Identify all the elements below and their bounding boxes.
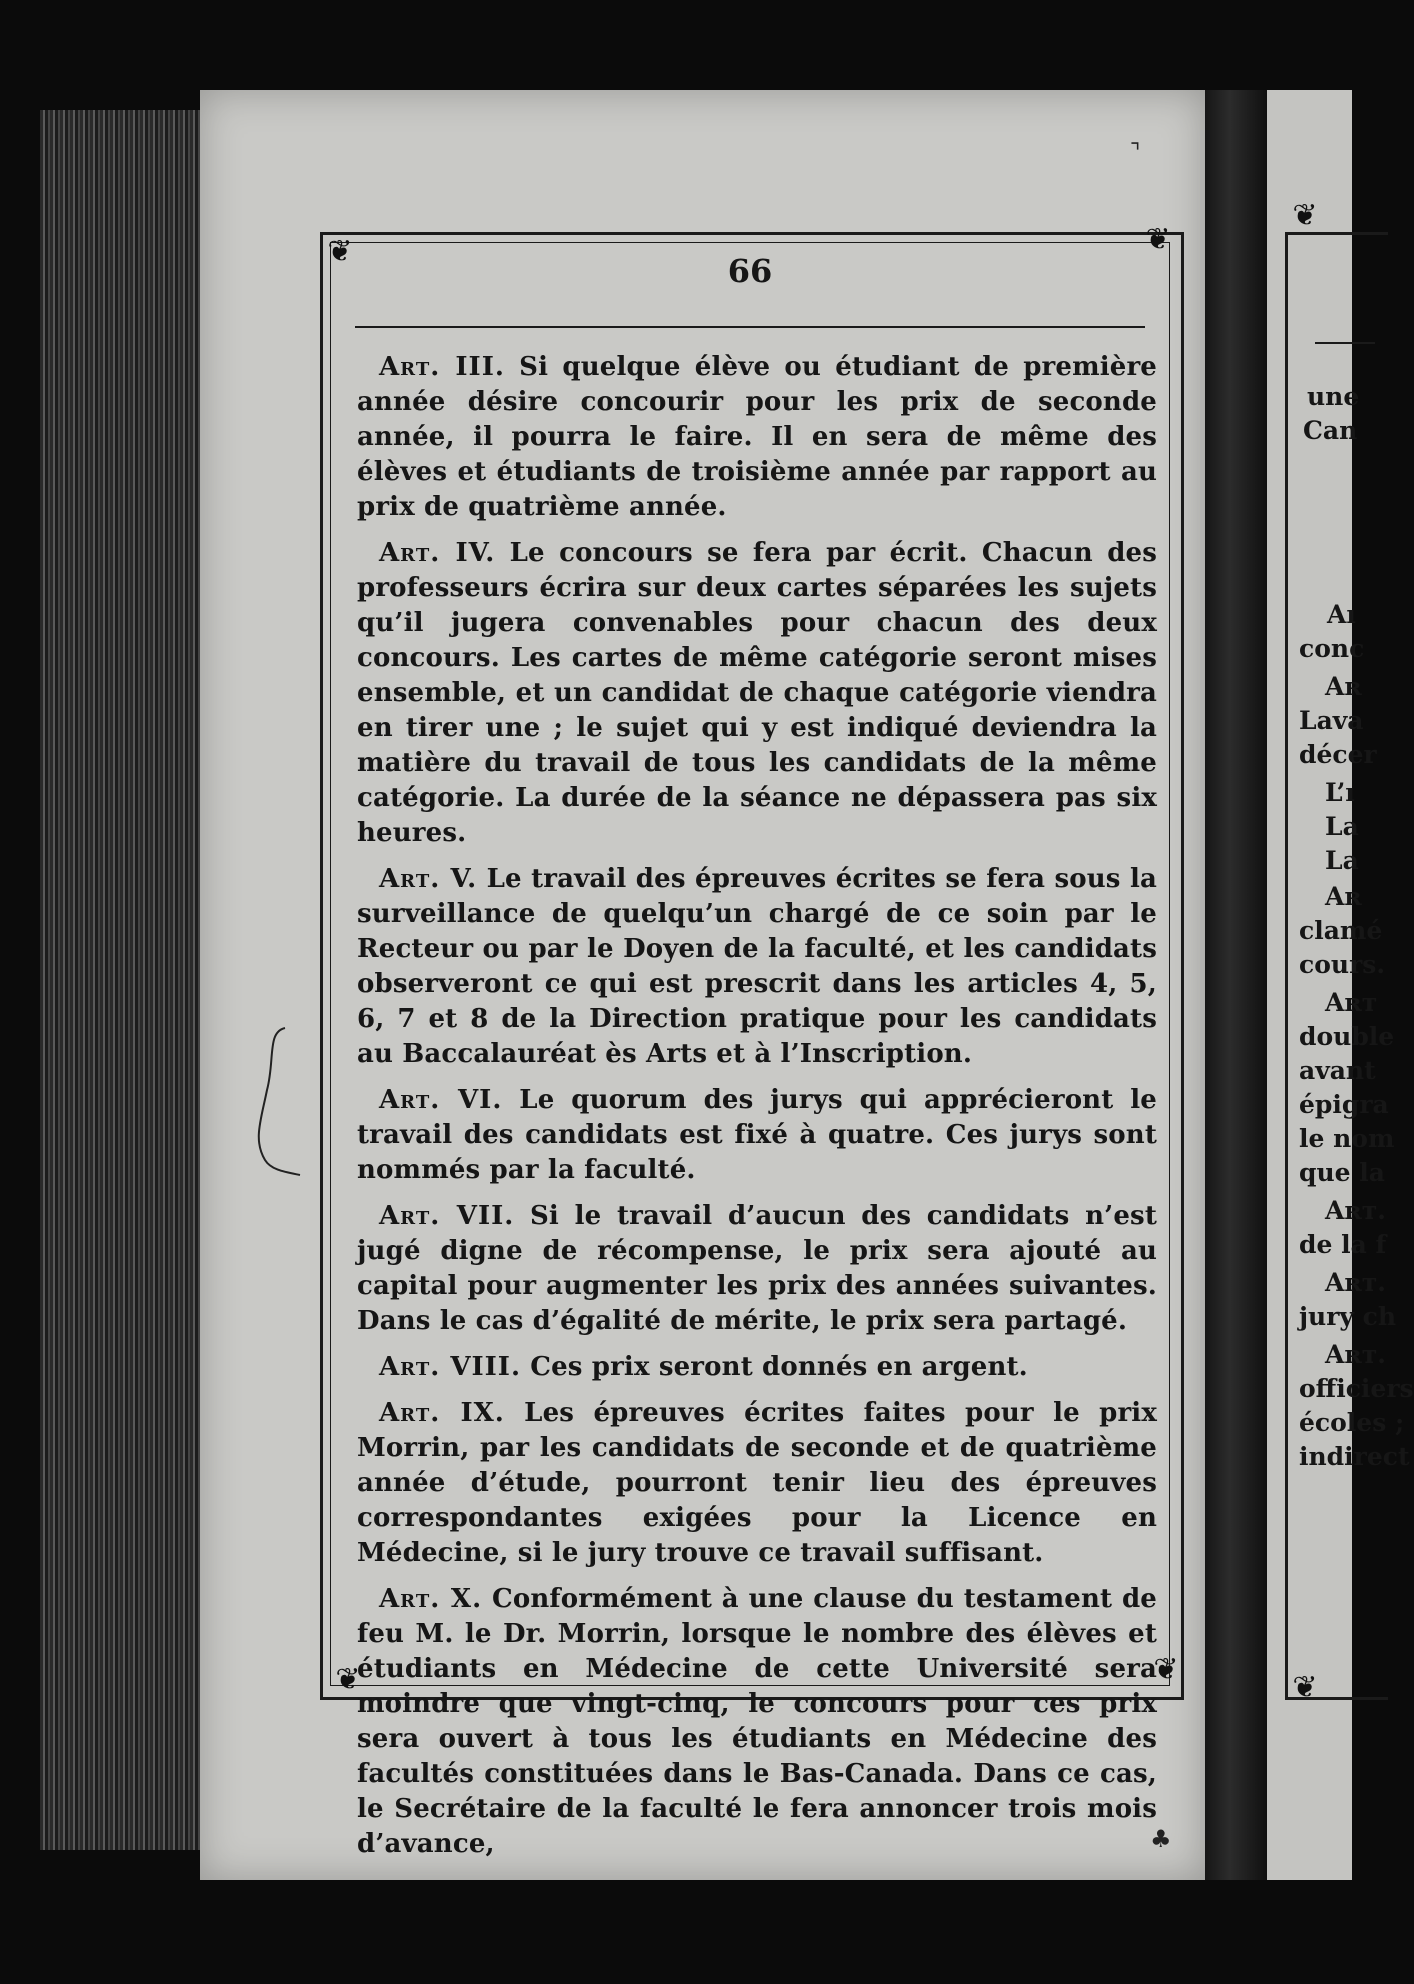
facing-text-fragment: décer <box>1299 740 1377 769</box>
article-label: Art. VI. <box>379 1085 503 1115</box>
facing-text-fragment: Aʀᴛ <box>1325 988 1378 1017</box>
margin-bracket-mark <box>245 1020 305 1180</box>
facing-text-fragment: Aʀᴛ. <box>1325 1340 1386 1369</box>
article-text: Conformément à une clause du testament de feu M. le Dr. Morrin, lorsque le nombre des élèves et étudiants en Médecine de cette Université sera moindre que vingt-cinq, le concours pour ces prix sera ouvert à tous les étudiants en Médecine des facultés constituées dans le Bas-Canada. Dans ce cas, le Secrétaire de la faculté le fera annoncer trois mois d’avance, <box>357 1584 1157 1859</box>
facing-text-fragment: jury ch <box>1299 1302 1397 1331</box>
facing-text-fragment: Aʀᴛ. <box>1325 1268 1386 1297</box>
facing-text-fragment: de la f <box>1299 1230 1387 1259</box>
article-label: Art. V. <box>379 864 478 894</box>
facing-text-fragment: officiers <box>1299 1374 1414 1403</box>
facing-text-fragment: clamé <box>1299 916 1383 945</box>
article-label: Art. III. <box>379 352 505 382</box>
article-paragraph <box>357 1199 1157 1339</box>
article-paragraph <box>357 350 1157 525</box>
facing-corner-ornament: ❦ <box>1292 1670 1318 1705</box>
stray-mark: ♣ <box>1150 1825 1172 1853</box>
facing-text-fragment: double <box>1299 1022 1395 1051</box>
header-rule <box>355 326 1145 328</box>
article-paragraph <box>357 1396 1157 1571</box>
facing-text-fragment: avant <box>1299 1056 1376 1085</box>
facing-corner-ornament: ❦ <box>1292 198 1318 233</box>
article-label: Art. VIII. <box>379 1352 522 1382</box>
facing-text-fragment: Can <box>1303 416 1358 445</box>
facing-text-fragment: conc <box>1299 634 1365 663</box>
corner-ornament-bottom-left: ❦ <box>335 1662 361 1697</box>
facing-text-fragment: cours. <box>1299 950 1386 979</box>
facing-text-fragment: Lava <box>1299 706 1364 735</box>
article-paragraph <box>357 1350 1157 1385</box>
facing-text-fragment: écoles ; <box>1299 1408 1405 1437</box>
corner-ornament-top-left: ❦ <box>327 234 353 269</box>
page-number: 66 <box>727 252 773 290</box>
facing-text-fragment: Aʀ <box>1325 672 1362 701</box>
article-paragraph <box>357 1582 1157 1862</box>
facing-page-rule <box>1315 342 1375 344</box>
article-label: Art. VII. <box>379 1201 515 1231</box>
article-paragraph <box>357 1083 1157 1188</box>
article-text: Si le travail d’aucun des candidats n’est jugé digne de récompense, le prix sera ajouté au capital pour augmenter les prix des années suivantes. Dans le cas d’égalité de mérite, le prix sera partagé. <box>357 1201 1157 1336</box>
facing-text-fragment: Aʀ <box>1325 882 1362 911</box>
article-paragraph <box>357 536 1157 851</box>
article-paragraph <box>357 862 1157 1072</box>
article-label: Art. IX. <box>379 1398 505 1428</box>
corner-ornament-top-right: ❦ <box>1145 222 1171 257</box>
book-page-edges <box>40 110 205 1850</box>
facing-text-fragment: La <box>1325 812 1359 841</box>
stray-mark: ⌝ <box>1130 140 1141 165</box>
article-text: Le travail des épreuves écrites se fera sous la surveillance de quelqu’un chargé de ce soin par le Recteur ou par le Doyen de la faculté, et les candidats observeront ce qui est prescrit dans les articles 4, 5, 6, 7 et 8 de la Direction pratique pour les candidats au Baccalauréat ès Arts et à l’Inscription. <box>357 864 1157 1069</box>
book-gutter <box>1205 90 1267 1880</box>
corner-ornament-bottom-right: ❦ <box>1153 1652 1179 1687</box>
facing-text-fragment: L’ı <box>1325 778 1355 807</box>
facing-text-fragment: Aʀᴛ. <box>1325 1196 1386 1225</box>
article-label: Art. X. <box>379 1584 483 1614</box>
facing-text-fragment: le nom <box>1299 1124 1395 1153</box>
facing-text-fragment: une <box>1307 382 1360 411</box>
article-text: Ces prix seront donnés en argent. <box>521 1352 1028 1382</box>
article-text: Le quorum des jurys qui apprécieront le travail des candidats est fixé à quatre. Ces jurys sont nommés par la faculté. <box>357 1085 1157 1185</box>
facing-text-fragment: indirect <box>1299 1442 1410 1471</box>
article-label: Art. IV. <box>379 538 496 568</box>
facing-page <box>1267 90 1414 1880</box>
facing-text-fragment: La <box>1325 846 1359 875</box>
article-text: Les épreuves écrites faites pour le prix Morrin, par les candidats de seconde et de quatrième année d’étude, pourront tenir lieu des épreuves correspondantes exigées pour la Licence en Médecine, si le jury trouve ce travail suffisant. <box>357 1398 1157 1568</box>
facing-text-fragment: épigra <box>1299 1090 1389 1119</box>
article-text: Si quelque élève ou étudiant de première année désire concourir pour les prix de seconde année, il pourra le faire. Il en sera de même des élèves et étudiants de troisième année par rapport au prix de quatrième année. <box>357 352 1157 522</box>
facing-text-fragment: Aı <box>1327 600 1356 629</box>
facing-text-fragment: que la <box>1299 1158 1385 1187</box>
page-body <box>357 350 1157 1873</box>
article-text: Le concours se fera par écrit. Chacun des professeurs écrira sur deux cartes séparées les sujets qu’il jugera convenables pour chacun des deux concours. Les cartes de même catégorie seront mises ensemble, et un candidat de chaque catégorie viendra en tirer une ; le sujet qui y est indiqué deviendra la matière du travail de tous les candidats de la même catégorie. La durée de la séance ne dépassera pas six heures. <box>357 538 1158 848</box>
